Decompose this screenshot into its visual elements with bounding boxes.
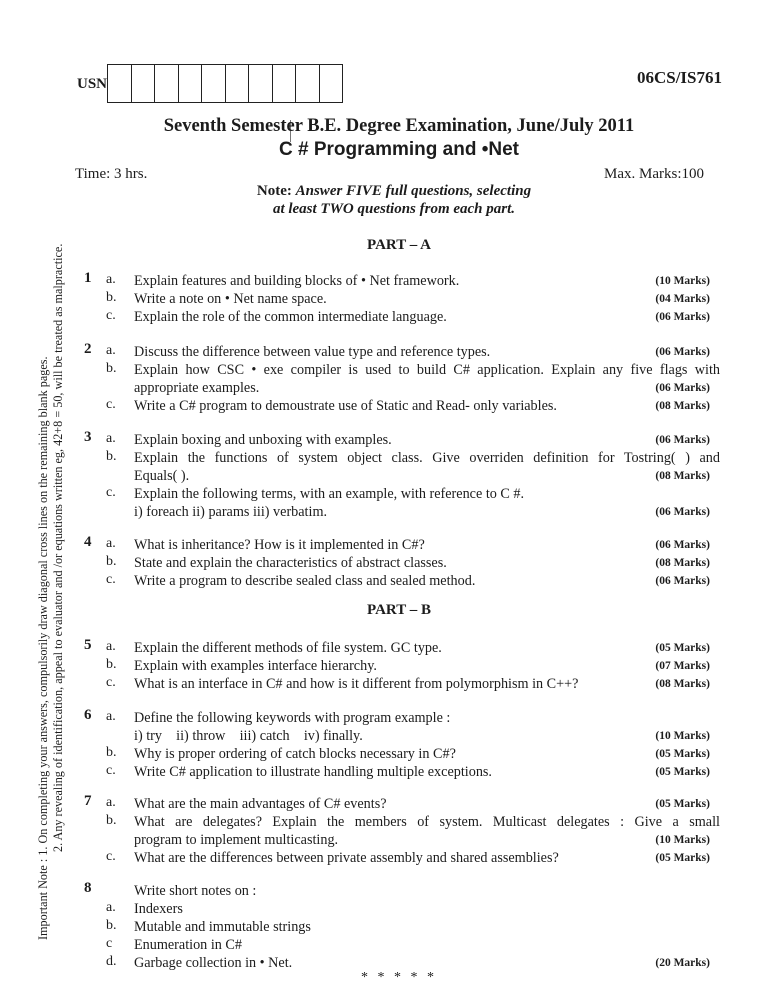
- subq-text: Explain the functions of system object class. Give overriden definition for Tostring( ) and: [134, 450, 720, 466]
- question-number: 3: [84, 429, 92, 445]
- question-number: 8: [84, 880, 92, 896]
- subq-label: c.: [106, 849, 116, 864]
- note-text-1: Answer FIVE full questions, selecting: [295, 183, 532, 199]
- side-note-line-1: Important Note : 1. On completing your answers, compulsorily draw diagonal cross lines on the remaining blank pages.: [36, 356, 50, 940]
- subq-label: c: [106, 936, 113, 951]
- usn-box: [225, 64, 250, 103]
- usn-box: [295, 64, 320, 103]
- subq-text: Define the following keywords with program example :: [134, 710, 451, 726]
- subq-text: What is inheritance? How is it implemented in C#?: [134, 537, 425, 553]
- subq-label: b.: [106, 361, 117, 376]
- usn-box: [201, 64, 226, 103]
- marks: (08 Marks): [655, 400, 710, 412]
- subq-label: c.: [106, 763, 116, 778]
- usn-box: [131, 64, 156, 103]
- subq-text: State and explain the characteristics of abstract classes.: [134, 555, 447, 571]
- subq-label: d.: [106, 954, 117, 969]
- subq-text: What are the differences between private assembly and shared assemblies?: [134, 850, 559, 866]
- subq-label: b.: [106, 449, 117, 464]
- subq-text: Explain how CSC • exe compiler is used to build C# application. Explain any five flags with: [134, 362, 720, 378]
- marks: (08 Marks): [655, 678, 710, 690]
- marks: (20 Marks): [655, 957, 710, 969]
- subq-label: a.: [106, 709, 116, 724]
- instructions-line-1: [0, 183, 768, 200]
- subq-text-cont: appropriate examples.: [134, 380, 260, 396]
- subq-label: c.: [106, 397, 116, 412]
- subq-label: b.: [106, 657, 117, 672]
- marks: (08 Marks): [655, 470, 710, 482]
- usn-box: [272, 64, 297, 103]
- question-number: 1: [84, 270, 92, 286]
- subq-label: a.: [106, 536, 116, 551]
- usn-box: [248, 64, 273, 103]
- subq-label: a.: [106, 639, 116, 654]
- usn-box: [178, 64, 203, 103]
- subq-label: b.: [106, 813, 117, 828]
- subq-text: Explain the following terms, with an example, with reference to C #.: [134, 486, 525, 502]
- subq-label: b.: [106, 745, 117, 760]
- side-note-line-2: 2. Any revealing of identification, appeal to evaluator and /or equations written eg, 42+8 = 50, will be treated as malpractice.: [51, 243, 65, 852]
- subq-text: Write a note on • Net name space.: [134, 291, 327, 307]
- subq-label: a.: [106, 272, 116, 287]
- usn-boxes: [107, 64, 342, 103]
- marks: (06 Marks): [655, 506, 710, 518]
- marks: (06 Marks): [655, 539, 710, 551]
- subq-text-cont: i) foreach ii) params iii) verbatim.: [134, 504, 328, 520]
- part-b-heading: PART – B: [367, 602, 431, 618]
- subq-label: c.: [106, 308, 116, 323]
- subq-text: What are delegates? Explain the members of system. Multicast delegates : Give a small: [134, 814, 720, 830]
- time-limit: Time: 3 hrs.: [75, 166, 148, 182]
- subq-text: Explain the different methods of file system. GC type.: [134, 640, 442, 656]
- question-number: 2: [84, 341, 92, 357]
- subq-text: What is an interface in C# and how is it different from polymorphism in C++?: [134, 676, 579, 692]
- subq-text: What are the main advantages of C# events?: [134, 796, 387, 812]
- max-marks: Max. Marks:100: [604, 166, 704, 182]
- marks: (07 Marks): [655, 660, 710, 672]
- subq-label: c.: [106, 485, 116, 500]
- subq-text: Explain with examples interface hierarchy.: [134, 658, 377, 674]
- subq-label: b.: [106, 290, 117, 305]
- subq-label: b.: [106, 554, 117, 569]
- subq-text-cont: program to implement multicasting.: [134, 832, 339, 848]
- subq-text: Explain features and building blocks of • Net framework.: [134, 273, 460, 289]
- question-number: 6: [84, 707, 92, 723]
- subq-text: Explain the role of the common intermediate language.: [134, 309, 447, 325]
- marks: (10 Marks): [655, 730, 710, 742]
- subq-text: Discuss the difference between value type and reference types.: [134, 344, 491, 360]
- part-a-heading: PART – A: [367, 237, 431, 253]
- subq-label: a.: [106, 431, 116, 446]
- marks: (06 Marks): [655, 311, 710, 323]
- marks: (05 Marks): [655, 748, 710, 760]
- instructions-line-2: at least TWO questions from each part.: [272, 201, 516, 217]
- subq-label: c.: [106, 572, 116, 587]
- subq-text: Write a program to describe sealed class and sealed method.: [134, 573, 476, 589]
- subq-text: Explain boxing and unboxing with examples.: [134, 432, 392, 448]
- subq-label: a.: [106, 343, 116, 358]
- subject-code: 06CS/IS761: [636, 68, 722, 87]
- marks: (06 Marks): [655, 434, 710, 446]
- subq-text: Enumeration in C#: [134, 937, 242, 953]
- usn-box: [154, 64, 179, 103]
- subq-label: b.: [106, 918, 117, 933]
- subq-label: a.: [106, 900, 116, 915]
- usn-box: [319, 64, 344, 103]
- note-label: Note:: [256, 183, 292, 199]
- marks: (05 Marks): [655, 642, 710, 654]
- question-number: 5: [84, 637, 92, 653]
- marks: (05 Marks): [655, 852, 710, 864]
- end-marker: * * * * *: [361, 970, 437, 985]
- marks: (10 Marks): [655, 275, 710, 287]
- subq-text-cont: Equals( ).: [134, 468, 190, 484]
- marks: (06 Marks): [655, 346, 710, 358]
- marks: (06 Marks): [655, 382, 710, 394]
- subq-text: Write a C# program to demoustrate use of Static and Read- only variables.: [134, 398, 557, 414]
- subq-text: Why is proper ordering of catch blocks necessary in C#?: [134, 746, 456, 762]
- usn-box: [107, 64, 132, 103]
- marks: (05 Marks): [655, 766, 710, 778]
- marks: (10 Marks): [655, 834, 710, 846]
- question-number: 4: [84, 534, 92, 550]
- exam-title: Seventh Semester B.E. Degree Examination, June/July 2011: [163, 116, 635, 136]
- marks: (05 Marks): [655, 798, 710, 810]
- subq-text: Write C# application to illustrate handling multiple exceptions.: [134, 764, 492, 780]
- subq-label: a.: [106, 795, 116, 810]
- subq-text: Indexers: [134, 901, 183, 917]
- q8-intro: Write short notes on :: [134, 883, 257, 899]
- subq-label: c.: [106, 675, 116, 690]
- subq-text: Mutable and immutable strings: [134, 919, 311, 935]
- subq-text: Garbage collection in • Net.: [134, 955, 293, 971]
- marks: (06 Marks): [655, 575, 710, 587]
- marks: (04 Marks): [655, 293, 710, 305]
- question-number: 7: [84, 793, 92, 809]
- marks: (08 Marks): [655, 557, 710, 569]
- subq-text-cont: i) try ii) throw iii) catch iv) finally.: [134, 728, 363, 744]
- subject-title: C # Programming and •Net: [279, 139, 519, 160]
- usn-label: USN: [77, 76, 108, 92]
